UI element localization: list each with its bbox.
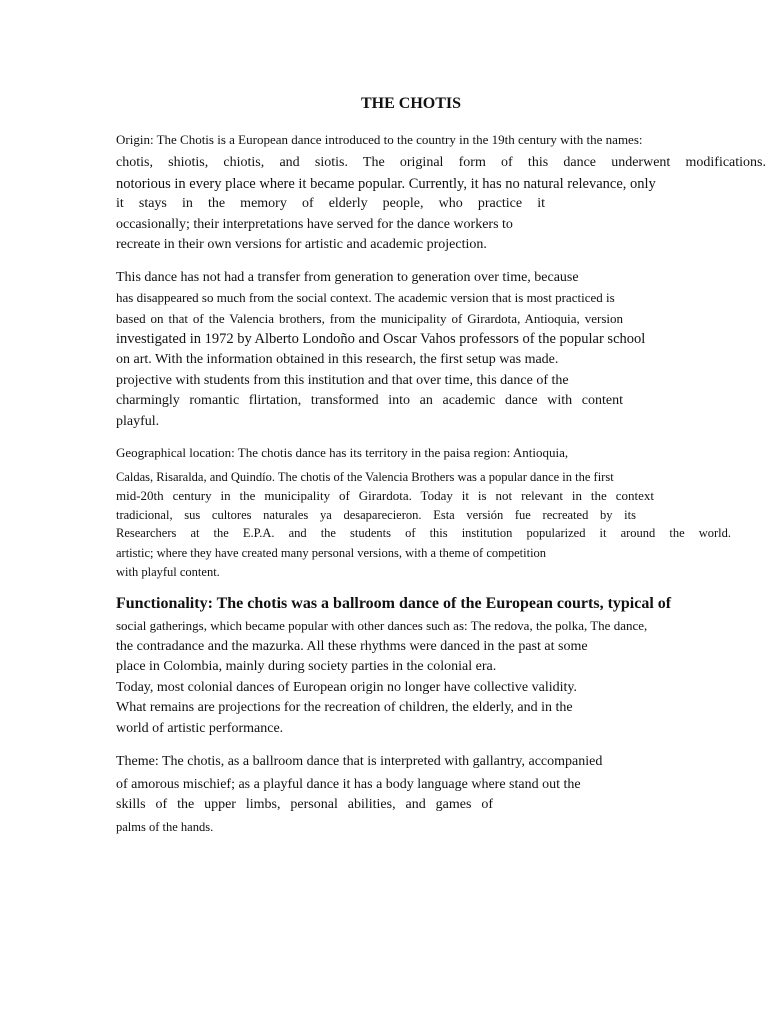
text-line: This dance has not had a transfer from generation to generation over time, because	[116, 270, 579, 285]
text-line: Theme: The chotis, as a ballroom dance that is interpreted with gallantry, accompanied	[116, 754, 603, 769]
text-line: mid-20th century in the municipality of Girardota. Today it is not relevant in the context	[116, 488, 654, 503]
text-line: occasionally; their interpretations have served for the dance workers to	[116, 217, 513, 232]
text-line: artistic; where they have created many personal versions, with a theme of competition	[116, 546, 547, 560]
text-line: tradicional, sus cultores naturales ya desaparecieron. Esta versión fue recreated by its	[116, 508, 636, 522]
document-title: THE CHOTIS	[360, 95, 462, 112]
text-line: social gatherings, which became popular with other dances such as: The redova, the polka, The dance,	[116, 618, 648, 633]
text-line: based on that of the Valencia brothers, from the municipality of Girardota, Antioquia, version	[116, 311, 623, 326]
text-line: has disappeared so much from the social context. The academic version that is most practiced is	[116, 290, 615, 305]
text-line: Caldas, Risaralda, and Quindío. The chotis of the Valencia Brothers was a popular dance in the first	[116, 470, 614, 484]
text-line: with playful content.	[116, 565, 220, 579]
text-line: notorious in every place where it became popular. Currently, it has no natural relevance, only	[116, 176, 656, 192]
text-line: chotis, shiotis, chiotis, and siotis. The original form of this dance underwent modifications.	[116, 155, 766, 170]
text-line: Geographical location: The chotis dance has its territory in the paisa region: Antioquia,	[116, 445, 569, 460]
text-line: playful.	[116, 414, 160, 429]
text-line: Researchers at the E.P.A. and the students of this institution popularized it around the world.	[116, 526, 731, 540]
text-line-heading: Functionality: The chotis was a ballroom dance of the European courts, typical of	[116, 595, 672, 612]
text-line: investigated in 1972 by Alberto Londoño and Oscar Vahos professors of the popular school	[116, 331, 646, 347]
text-line: What remains are projections for the recreation of children, the elderly, and in the	[116, 700, 573, 715]
text-line: world of artistic performance.	[116, 721, 284, 736]
text-line: Today, most colonial dances of European origin no longer have collective validity.	[116, 680, 578, 695]
text-line: Origin: The Chotis is a European dance introduced to the country in the 19th century with the names:	[116, 132, 643, 147]
text-line: palms of the hands.	[116, 820, 214, 834]
text-line: of amorous mischief; as a playful dance it has a body language where stand out the	[116, 777, 581, 792]
text-line: place in Colombia, mainly during society parties in the colonial era.	[116, 659, 497, 674]
text-line: the contradance and the mazurka. All these rhythms were danced in the past at some	[116, 639, 588, 654]
text-line: on art. With the information obtained in this research, the first setup was made.	[116, 352, 559, 367]
text-line: recreate in their own versions for artistic and academic projection.	[116, 237, 487, 252]
text-line: skills of the upper limbs, personal abilities, and games of	[116, 797, 493, 812]
text-line: charmingly romantic flirtation, transformed into an academic dance with content	[116, 393, 623, 408]
text-line: it stays in the memory of elderly people, who practice it	[116, 196, 545, 211]
text-line: projective with students from this institution and that over time, this dance of the	[116, 373, 569, 388]
